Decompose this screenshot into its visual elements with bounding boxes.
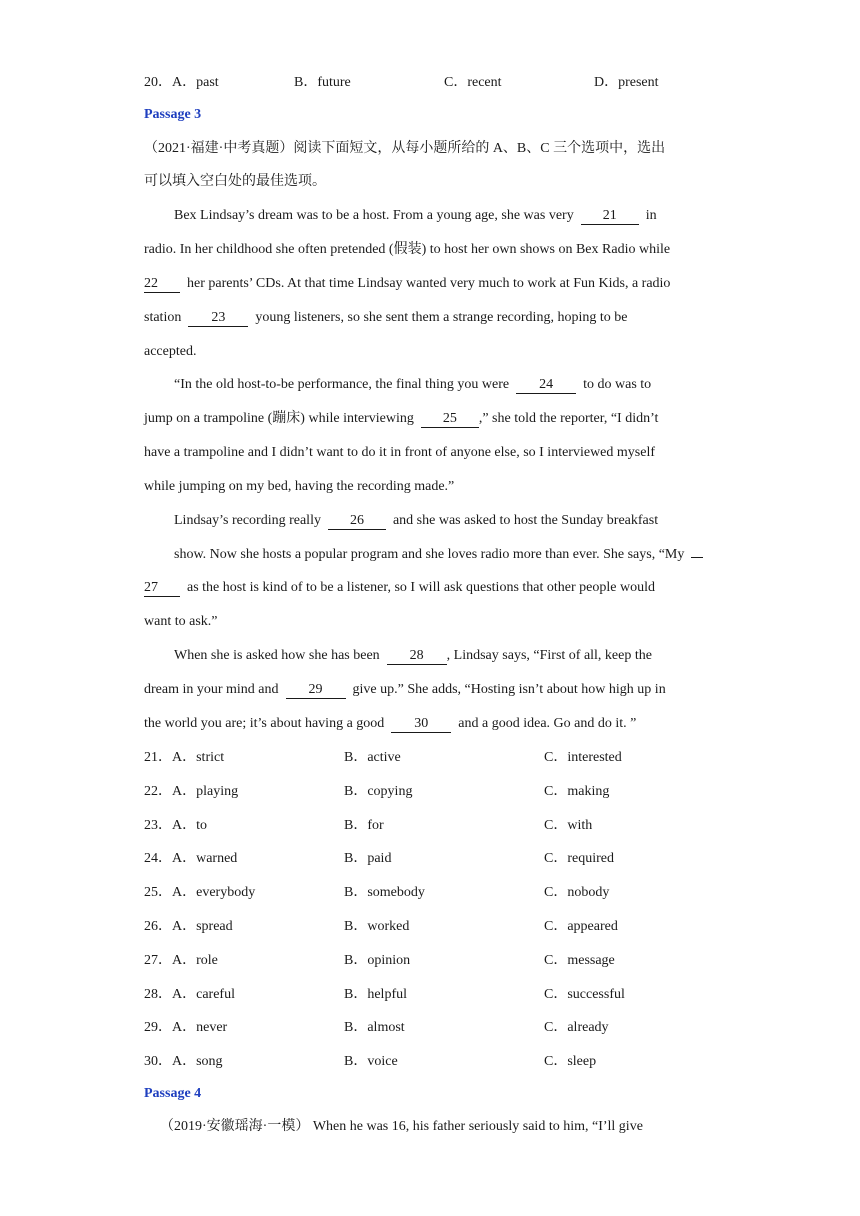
paragraph-line: want to ask.” bbox=[144, 614, 218, 629]
option-row bbox=[0, 952, 860, 970]
option-row bbox=[0, 817, 860, 835]
paragraph-line: 27 as the host is kind of to be a listener, so I will ask questions that other people would bbox=[144, 580, 655, 595]
blank-24[interactable]: 24 bbox=[516, 377, 576, 394]
paragraph-line: “In the old host-to-be performance, the final thing you were 24 to do was to bbox=[174, 377, 652, 392]
question-number: 24． bbox=[144, 851, 172, 867]
option-c: C．required bbox=[544, 851, 614, 867]
option-b: B．copying bbox=[344, 783, 413, 799]
question-20-options bbox=[0, 74, 860, 92]
option-c: C．interested bbox=[544, 750, 622, 765]
option-a bbox=[144, 918, 233, 936]
paragraph-line: have a trampoline and I didn’t want to do it in front of anyone else, so I interviewed myself bbox=[144, 445, 655, 460]
option-d: D．present bbox=[594, 75, 659, 90]
option-row bbox=[0, 1053, 860, 1071]
paragraph-line: Lindsay’s recording really 26 and she was asked to host the Sunday breakfast bbox=[174, 513, 659, 528]
option-c: C．already bbox=[544, 1020, 609, 1036]
blank-23[interactable]: 23 bbox=[188, 310, 248, 327]
question-number: 28． bbox=[144, 986, 172, 1002]
option-a bbox=[144, 952, 218, 970]
option-a bbox=[144, 749, 224, 767]
option-a bbox=[144, 1053, 223, 1071]
passage-3-instruction: （2021·福建·中考真题）阅读下面短文，从每小题所给的 A、B、C 三个选项中，选出 bbox=[144, 141, 666, 156]
question-number: 26． bbox=[144, 919, 172, 934]
option-a-text: A．strict bbox=[172, 750, 225, 765]
option-a bbox=[144, 850, 237, 868]
option-row bbox=[0, 850, 860, 868]
paragraph-line: station 23 young listeners, so she sent them a strange recording, hoping to be bbox=[144, 310, 628, 325]
option-b: B．helpful bbox=[344, 986, 407, 1002]
question-number: 21． bbox=[144, 750, 172, 765]
blank-27-start bbox=[691, 557, 703, 558]
option-b: B．somebody bbox=[344, 885, 425, 901]
blank-22[interactable]: 22 bbox=[144, 276, 180, 293]
blank-30[interactable]: 30 bbox=[391, 716, 451, 733]
option-c: C．making bbox=[544, 783, 610, 799]
option-a-text: A．careful bbox=[172, 986, 235, 1002]
question-number: 22． bbox=[144, 783, 172, 799]
question-number: 25． bbox=[144, 885, 172, 901]
paragraph-line: the world you are; it’s about having a good 30 and a good idea. Go and do it. ” bbox=[144, 716, 637, 731]
paragraph-line: dream in your mind and 29 give up.” She adds, “Hosting isn’t about how high up in bbox=[144, 682, 666, 697]
option-c: C．message bbox=[544, 952, 615, 968]
option-b: B．opinion bbox=[344, 952, 411, 968]
paragraph-line: Bex Lindsay’s dream was to be a host. From a young age, she was very 21 in bbox=[174, 208, 657, 223]
paragraph-line: accepted. bbox=[144, 344, 197, 359]
question-number: 20．A．past bbox=[144, 75, 219, 90]
blank-26[interactable]: 26 bbox=[328, 513, 386, 530]
passage-4-heading: Passage 4 bbox=[144, 1086, 202, 1101]
blank-27[interactable]: 27 bbox=[144, 580, 180, 597]
paragraph-line: radio. In her childhood she often pretended (假装) to host her own shows on Bex Radio while bbox=[144, 242, 671, 257]
option-b: B．future bbox=[294, 75, 351, 90]
option-a-text: A．role bbox=[172, 952, 218, 968]
option-row bbox=[0, 884, 860, 902]
passage-3-instruction-cont: 可以填入空白处的最佳选项。 bbox=[144, 174, 326, 189]
option-a-text: A．never bbox=[172, 1020, 228, 1036]
option-a-text: A．playing bbox=[172, 783, 239, 799]
option-a bbox=[144, 1019, 227, 1037]
option-c: C．nobody bbox=[544, 885, 610, 901]
option-c: C．sleep bbox=[544, 1054, 597, 1070]
paragraph-line: while jumping on my bed, having the recording made.” bbox=[144, 479, 455, 494]
paragraph-line: 22 her parents’ CDs. At that time Lindsay wanted very much to work at Fun Kids, a radio bbox=[144, 276, 671, 291]
blank-28[interactable]: 28 bbox=[387, 648, 447, 665]
question-number: 27． bbox=[144, 952, 172, 968]
option-c: C．recent bbox=[444, 75, 502, 90]
option-a bbox=[144, 986, 235, 1004]
blank-21[interactable]: 21 bbox=[581, 208, 639, 225]
option-a-text: A．spread bbox=[172, 919, 233, 934]
option-row bbox=[0, 918, 860, 936]
paragraph-line: jump on a trampoline (蹦床) while interviewing 25 ,” she told the reporter, “I didn’t bbox=[144, 411, 659, 426]
option-b: B．worked bbox=[344, 919, 410, 934]
option-row bbox=[0, 783, 860, 801]
blank-29[interactable]: 29 bbox=[286, 682, 346, 699]
passage-4-intro: （2019·安徽瑶海·一模） When he was 16, his father seriously said to him, “I’ll give bbox=[160, 1119, 643, 1134]
option-row bbox=[0, 749, 860, 767]
option-c: C．successful bbox=[544, 986, 625, 1002]
option-c: C．with bbox=[544, 817, 593, 833]
option-a-text: A．everybody bbox=[172, 885, 256, 901]
option-a bbox=[144, 783, 238, 801]
option-b: B．voice bbox=[344, 1054, 398, 1070]
question-number: 23． bbox=[144, 817, 172, 833]
passage-3-heading: Passage 3 bbox=[144, 107, 202, 122]
question-number: 29． bbox=[144, 1020, 172, 1036]
option-a-text: A．to bbox=[172, 817, 207, 833]
option-row bbox=[0, 1019, 860, 1037]
blank-25[interactable]: 25 bbox=[421, 411, 479, 428]
option-a bbox=[144, 884, 255, 902]
option-c: C．appeared bbox=[544, 919, 618, 934]
option-b: B．for bbox=[344, 817, 384, 833]
option-b: B．active bbox=[344, 750, 401, 765]
option-a bbox=[144, 817, 207, 835]
option-a-text: A．warned bbox=[172, 851, 238, 867]
paragraph-line: When she is asked how she has been 28 , Lindsay says, “First of all, keep the bbox=[174, 648, 652, 663]
option-a-text: A．song bbox=[172, 1054, 223, 1070]
paragraph-line: show. Now she hosts a popular program and she loves radio more than ever. She says, “My bbox=[174, 546, 703, 564]
option-b: B．paid bbox=[344, 851, 392, 867]
question-number: 30． bbox=[144, 1054, 172, 1070]
option-row bbox=[0, 986, 860, 1004]
option-b: B．almost bbox=[344, 1020, 405, 1036]
